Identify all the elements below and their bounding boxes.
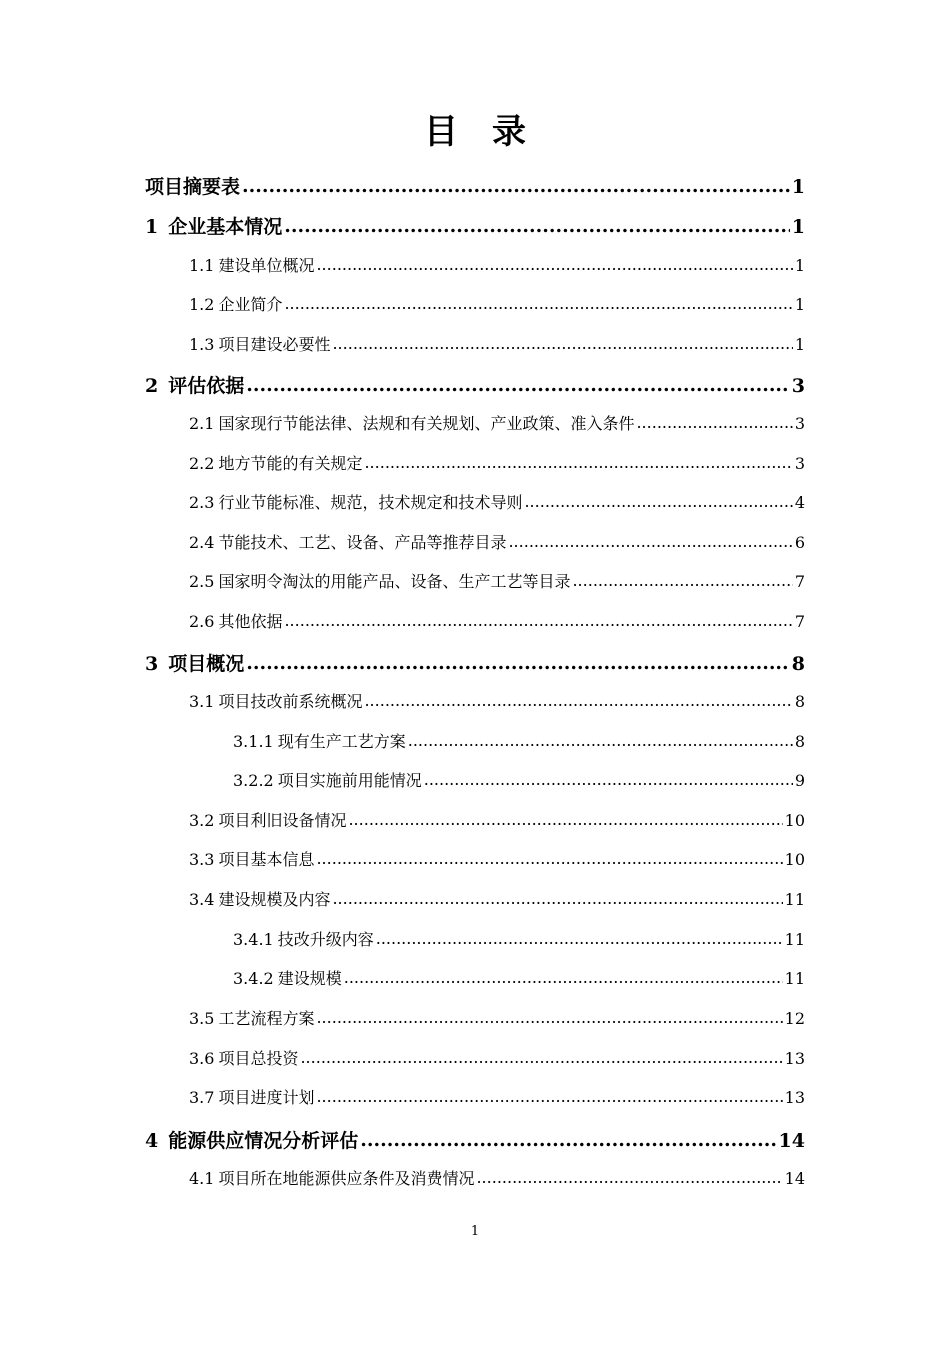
toc-entry-number: 3.4.1 — [233, 930, 274, 949]
toc-entry-page: 1 — [791, 216, 805, 238]
toc-entry[interactable] — [233, 768, 805, 792]
toc-entry-number: 2 — [145, 375, 159, 397]
toc-leader-dots — [376, 929, 783, 948]
toc-entry-number: 4 — [145, 1130, 159, 1152]
toc-entry-number: 3.1 — [189, 692, 215, 711]
toc-entry-label: 项目基本信息 — [218, 850, 315, 869]
toc-leader-dots — [284, 215, 790, 237]
toc-leader-dots — [242, 175, 790, 197]
toc-entry-label: 建设单位概况 — [218, 256, 315, 275]
toc-entry[interactable] — [189, 569, 805, 593]
toc-entry-page: 11 — [784, 930, 805, 949]
toc-leader-dots — [508, 532, 792, 551]
toc-entry-page: 14 — [784, 1169, 805, 1188]
toc-entry-number: 1.2 — [189, 295, 215, 314]
toc-entry[interactable] — [233, 927, 805, 951]
toc-entry-page: 10 — [784, 850, 805, 869]
toc-entry-label: 国家明令淘汰的用能产品、设备、生产工艺等目录 — [218, 572, 571, 591]
toc-entry-label: 项目总投资 — [218, 1049, 299, 1068]
toc-entry[interactable] — [189, 1166, 805, 1190]
toc-leader-dots — [360, 1129, 776, 1151]
toc-leader-dots — [316, 849, 782, 868]
toc-leader-dots — [316, 1008, 782, 1027]
toc-leader-dots — [348, 810, 782, 829]
toc-leader-dots — [572, 571, 792, 590]
toc-entry-label: 企业简介 — [218, 295, 283, 314]
page-title: 目 录 — [424, 112, 526, 152]
toc-entry-number: 3.1.1 — [233, 732, 274, 751]
toc-entry[interactable] — [145, 1126, 805, 1150]
toc-entry-page: 3 — [794, 454, 805, 473]
toc-leader-dots — [246, 652, 790, 674]
toc-entry-page: 11 — [784, 969, 805, 988]
toc-leader-dots — [316, 1087, 782, 1106]
toc-entry[interactable] — [145, 212, 805, 236]
toc-entry-label: 行业节能标准、规范，技术规定和技术导则 — [218, 493, 523, 512]
toc-leader-dots — [344, 968, 783, 987]
toc-entry-label: 项目建设必要性 — [218, 335, 331, 354]
toc-entry[interactable] — [189, 490, 805, 514]
toc-entry[interactable] — [189, 1046, 805, 1070]
toc-entry-label: 评估依据 — [168, 375, 245, 397]
toc-entry-label: 工艺流程方案 — [218, 1009, 315, 1028]
toc-entry-label: 企业基本情况 — [168, 216, 283, 238]
toc-leader-dots — [332, 889, 782, 908]
toc-entry-number: 2.5 — [189, 572, 215, 591]
toc-entry-number: 2.2 — [189, 454, 215, 473]
toc-leader-dots — [524, 492, 792, 511]
toc-entry-page: 1 — [794, 256, 805, 275]
toc-entry-number: 2.1 — [189, 414, 215, 433]
toc-entry-page: 1 — [794, 295, 805, 314]
toc-entry-page: 11 — [784, 890, 805, 909]
toc-leader-dots — [284, 611, 792, 630]
toc-leader-dots — [364, 691, 792, 710]
toc-entry[interactable] — [189, 847, 805, 871]
toc-entry-page: 13 — [784, 1088, 805, 1107]
toc-entry-page: 9 — [794, 771, 805, 790]
toc-entry-label: 项目实施前用能情况 — [277, 771, 422, 790]
toc-entry-label: 项目摘要表 — [145, 176, 241, 198]
toc-entry-page: 1 — [794, 335, 805, 354]
toc-entry-number: 3.6 — [189, 1049, 215, 1068]
toc-entry-number: 3.5 — [189, 1009, 215, 1028]
toc-entry-label: 建设规模及内容 — [218, 890, 331, 909]
toc-entry[interactable] — [189, 451, 805, 475]
toc-entry[interactable] — [145, 172, 805, 196]
toc-entry-label: 项目利旧设备情况 — [218, 811, 347, 830]
toc-entry-number: 3.7 — [189, 1088, 215, 1107]
toc-entry-label: 地方节能的有关规定 — [218, 454, 363, 473]
toc-entry-page: 1 — [791, 176, 805, 198]
toc-leader-dots — [332, 334, 792, 353]
toc-entry-page: 4 — [794, 493, 805, 512]
toc-entry-page: 6 — [794, 533, 805, 552]
toc-entry-page: 8 — [794, 732, 805, 751]
toc-entry[interactable] — [233, 966, 805, 990]
toc-entry-number: 3.2.2 — [233, 771, 274, 790]
toc-entry-number: 3.2 — [189, 811, 215, 830]
page-number: 1 — [470, 1224, 480, 1239]
toc-entry-label: 国家现行节能法律、法规和有关规划、产业政策、准入条件 — [218, 414, 635, 433]
toc-entry-page: 10 — [784, 811, 805, 830]
toc-entry-page: 3 — [794, 414, 805, 433]
toc-entry-number: 4.1 — [189, 1169, 215, 1188]
toc-entry-label: 其他依据 — [218, 612, 283, 631]
toc-entry-page: 12 — [784, 1009, 805, 1028]
toc-entry[interactable] — [189, 530, 805, 554]
toc-entry[interactable] — [145, 371, 805, 395]
toc-entry[interactable] — [189, 332, 805, 356]
toc-entry[interactable] — [189, 1006, 805, 1030]
toc-entry-number: 3.4 — [189, 890, 215, 909]
toc-leader-dots — [424, 770, 793, 789]
toc-entry[interactable] — [189, 887, 805, 911]
toc-entry-page: 3 — [791, 375, 805, 397]
toc-leader-dots — [636, 413, 792, 432]
toc-leader-dots — [284, 294, 792, 313]
toc-entry-page: 7 — [794, 572, 805, 591]
toc-entry-label: 建设规模 — [277, 969, 342, 988]
toc-entry-label: 现有生产工艺方案 — [277, 732, 406, 751]
toc-entry-number: 2.6 — [189, 612, 215, 631]
toc-entry-label: 项目进度计划 — [218, 1088, 315, 1107]
toc-leader-dots — [316, 255, 792, 274]
toc-entry-page: 7 — [794, 612, 805, 631]
toc-entry-number: 2.4 — [189, 533, 215, 552]
toc-entry-page: 13 — [784, 1049, 805, 1068]
toc-entry-label: 节能技术、工艺、设备、产品等推荐目录 — [218, 533, 507, 552]
toc-entry-label: 项目概况 — [168, 653, 245, 675]
toc-entry-label: 能源供应情况分析评估 — [168, 1130, 359, 1152]
toc-entry[interactable] — [189, 411, 805, 435]
toc-leader-dots — [476, 1168, 782, 1187]
toc-entry-number: 1 — [145, 216, 159, 238]
toc-entry-page: 8 — [791, 653, 805, 675]
toc-entry[interactable] — [189, 808, 805, 832]
toc-leader-dots — [408, 731, 793, 750]
toc-entry[interactable] — [145, 649, 805, 673]
toc-entry[interactable] — [189, 689, 805, 713]
toc-leader-dots — [364, 453, 792, 472]
toc-entry-number: 3.4.2 — [233, 969, 274, 988]
toc-leader-dots — [300, 1048, 782, 1067]
toc-entry[interactable] — [189, 609, 805, 633]
toc-entry-label: 技改升级内容 — [277, 930, 374, 949]
toc-leader-dots — [246, 374, 790, 396]
toc-entry-label: 项目所在地能源供应条件及消费情况 — [218, 1169, 475, 1188]
toc-entry-number: 1.3 — [189, 335, 215, 354]
toc-entry-page: 8 — [794, 692, 805, 711]
toc-entry-number: 2.3 — [189, 493, 215, 512]
toc-entry-number: 1.1 — [189, 256, 215, 275]
toc-entry[interactable] — [233, 729, 805, 753]
toc-entry[interactable] — [189, 253, 805, 277]
toc-entry[interactable] — [189, 1085, 805, 1109]
toc-entry-number: 3 — [145, 653, 159, 675]
toc-entry-number: 3.3 — [189, 850, 215, 869]
toc-entry[interactable] — [189, 292, 805, 316]
toc-entry-page: 14 — [778, 1130, 805, 1152]
toc-entry-label: 项目技改前系统概况 — [218, 692, 363, 711]
